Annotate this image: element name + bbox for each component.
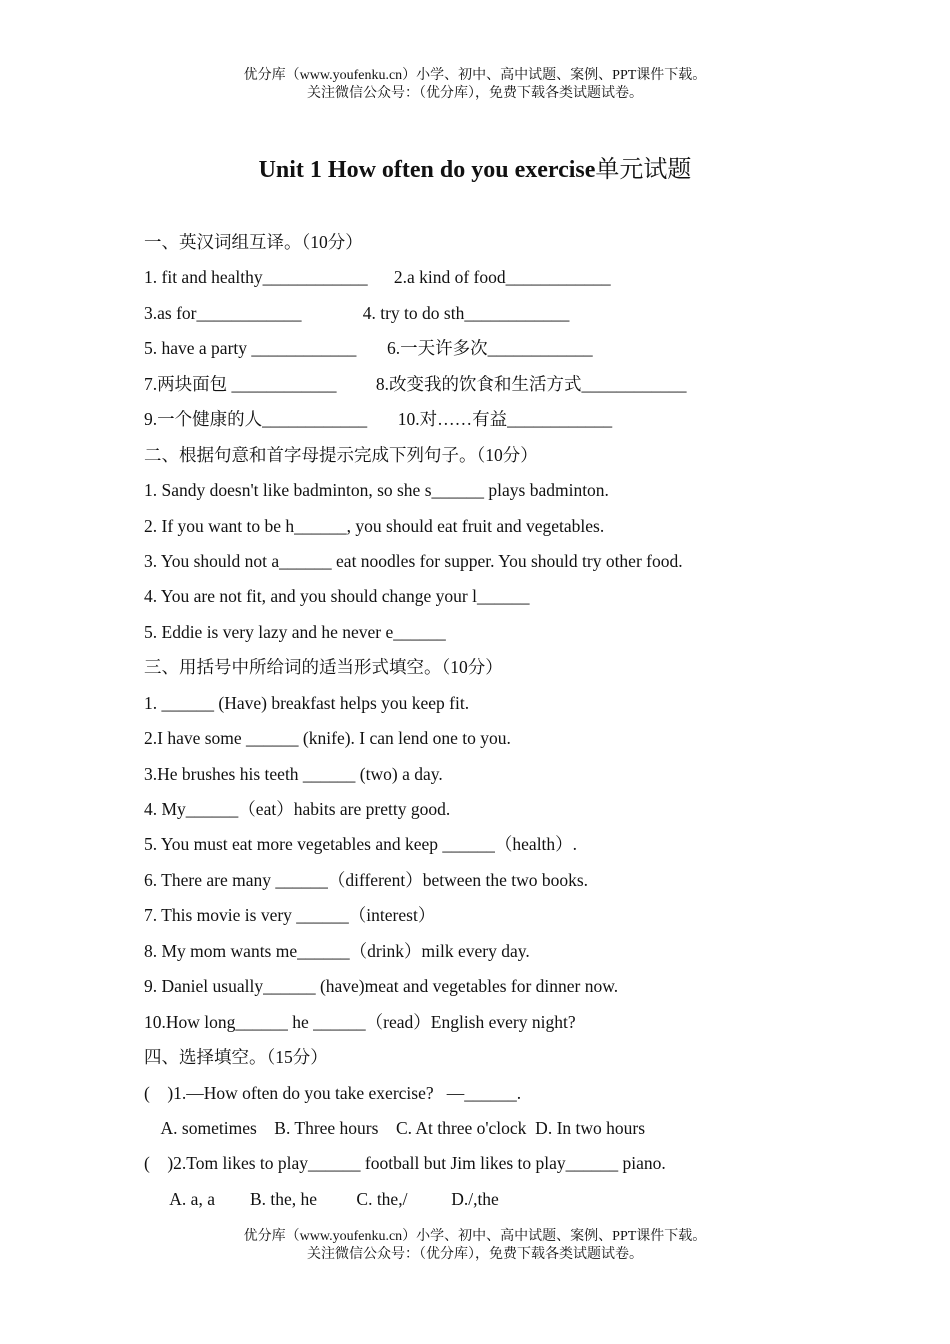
page-title (0, 153, 950, 187)
section-heading-1: 一、英汉词组互译。（10分） (144, 232, 363, 252)
section-heading-2: 二、根据句意和首字母提示完成下列句子。（10分） (144, 444, 538, 465)
question-line: 1. fit and healthy____________ 2.a kind of food____________ (144, 267, 611, 288)
page-footer (0, 1228, 950, 1264)
footer-line-2: 关注微信公众号：（优分库），免费下载各类试题试卷。 (307, 1247, 643, 1262)
title-english: Unit 1 How often do you exercise (258, 157, 596, 183)
question-line: 10.How long______ he ______（read）English every night? (144, 1011, 576, 1032)
header-line-2: 关注微信公众号：（优分库），免费下载各类试题试卷。 (307, 86, 643, 101)
question-line: 1. ______ (Have) breakfast helps you keep fit. (144, 692, 470, 713)
question-line: ( )1.—How often do you take exercise? —______. (144, 1082, 522, 1103)
exercise-content (144, 225, 864, 1217)
options-line: A. sometimes B. Three hours C. At three o'clock D. In two hours (144, 1117, 646, 1138)
question-line: 3.as for____________ 4. try to do sth____________ (144, 302, 570, 323)
section-heading-3: 三、用括号中所给词的适当形式填空。（10分） (144, 657, 503, 678)
question-line: 5. Eddie is very lazy and he never e______ (144, 621, 446, 642)
question-line: 4. You are not fit, and you should change your l______ (144, 586, 530, 607)
question-line: 6. There are many ______（different）between the two books. (144, 869, 589, 890)
question-line: 2. If you want to be h______, you should eat fruit and vegetables. (144, 515, 605, 536)
question-line: 4. My______（eat）habits are pretty good. (144, 799, 451, 819)
question-line: 5. have a party ____________ 6.一天许多次____________ (144, 338, 593, 359)
header-line-1: 优分库（www.youfenku.cn）小学、初中、高中试题、案例、PPT课件下载。 (243, 68, 707, 83)
section-heading-4: 四、选择填空。（15分） (144, 1047, 328, 1068)
question-line: 9. Daniel usually______ (have)meat and vegetables for dinner now. (144, 976, 619, 997)
page-header (0, 67, 950, 103)
question-line: 7. This movie is very ______（interest） (144, 905, 436, 926)
question-line: 8. My mom wants me______（drink）milk every day. (144, 940, 530, 961)
footer-line-1: 优分库（www.youfenku.cn）小学、初中、高中试题、案例、PPT课件下载。 (243, 1229, 707, 1244)
title-chinese: 单元试题 (595, 157, 692, 183)
question-line: ( )2.Tom likes to play______ football but Jim likes to play______ piano. (144, 1153, 666, 1174)
question-line: 3. You should not a______ eat noodles for supper. You should try other food. (144, 550, 683, 571)
question-line: 9.一个健康的人____________ 10.对……有益____________ (144, 409, 613, 430)
question-line: 5. You must eat more vegetables and keep ______（health）. (144, 834, 578, 855)
question-line: 1. Sandy doesn't like badminton, so she s______ plays badminton. (144, 480, 609, 501)
question-line: 2.I have some ______ (knife). I can lend one to you. (144, 728, 511, 749)
options-line: A. a, a B. the, he C. the,/ D./,the (144, 1188, 499, 1209)
question-line: 7.两块面包 ____________ 8.改变我的饮食和生活方式____________ (144, 373, 687, 394)
question-line: 3.He brushes his teeth ______ (two) a day. (144, 763, 443, 784)
